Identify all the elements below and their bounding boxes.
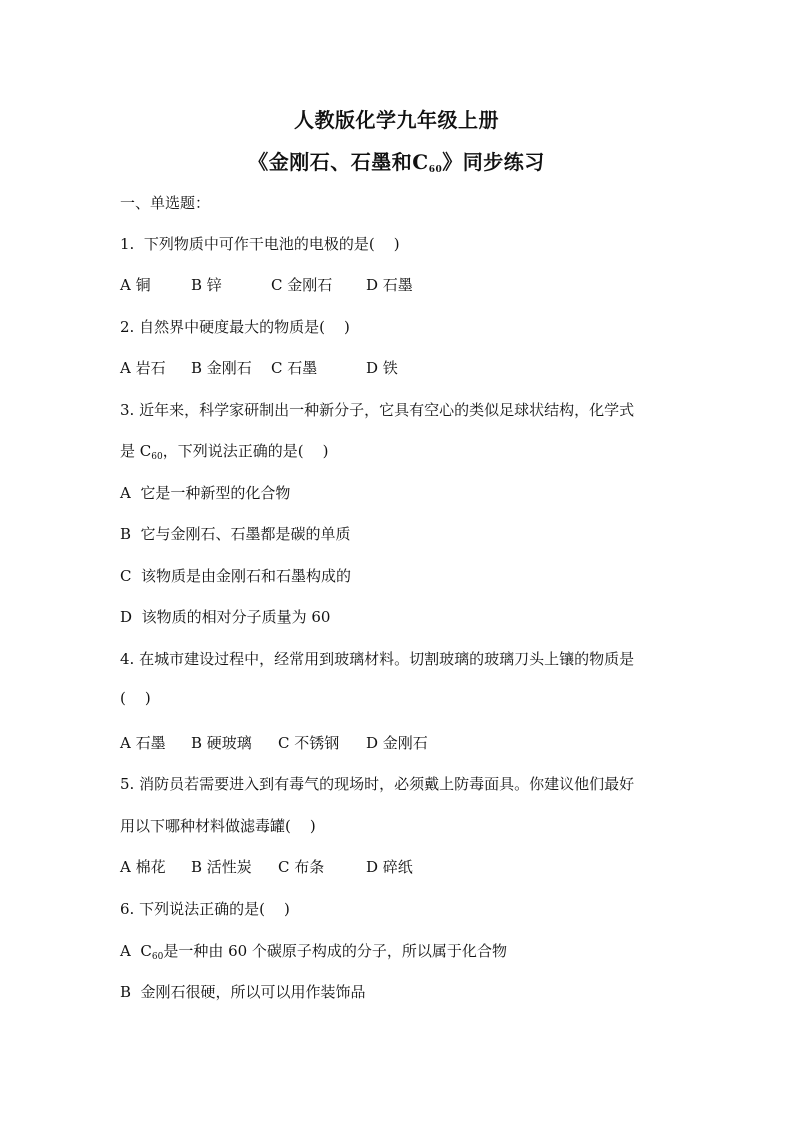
question-6-option-b: B 金刚石很硬，所以可以用作装饰品 xyxy=(120,983,366,1001)
option-c: C 石墨 xyxy=(271,359,318,377)
option-b: B 硬玻璃 xyxy=(191,734,252,752)
question-5-stem-line-1: 5. 消防员若需要进入到有毒气的现场时，必须戴上防毒面具。你建议他们最好 xyxy=(120,775,635,793)
option-d: D 石墨 xyxy=(366,276,413,294)
option-c: C 金刚石 xyxy=(271,276,333,294)
section-heading: 一、单选题： xyxy=(120,194,211,212)
question-2-options xyxy=(120,357,680,379)
question-6-option-a: A $C_{60}$是一种由 60 个碳原子构成的分子，所以属于化合物 xyxy=(120,942,507,962)
question-3-stem-line-1: 3. 近年来，科学家研制出一种新分子，它具有空心的类似足球状结构，化学式 xyxy=(120,401,635,419)
question-1-stem: 1. 下列物质中可作干电池的电极的是( ) xyxy=(120,235,400,253)
option-c: C 布条 xyxy=(278,858,325,876)
question-3-stem-line-2: 是 $C_{60}$，下列说法正确的是( ) xyxy=(120,442,329,462)
question-4-stem-line-2: ( ) xyxy=(120,689,151,707)
question-3-option-c: C 该物质是由金刚石和石墨构成的 xyxy=(120,567,352,585)
document-title: 人教版化学九年级上册 xyxy=(294,108,499,132)
option-b: B 金刚石 xyxy=(191,359,252,377)
question-3-option-d: D 该物质的相对分子质量为 60 xyxy=(120,608,331,626)
question-3-option-b: B 它与金刚石、石墨都是碳的单质 xyxy=(120,525,351,543)
option-b: B 锌 xyxy=(191,276,222,294)
question-4-options xyxy=(120,732,680,754)
option-a: A 石墨 xyxy=(120,734,166,752)
option-a: A 铜 xyxy=(120,276,151,294)
document-subtitle: 《金刚石、石墨和$C_{60}$》同步练习 xyxy=(248,150,545,175)
question-5-options xyxy=(120,856,680,878)
option-d: D 铁 xyxy=(366,359,398,377)
option-d: D 碎纸 xyxy=(366,858,413,876)
question-3-option-a: A 它是一种新型的化合物 xyxy=(120,484,291,502)
question-4-stem-line-1: 4. 在城市建设过程中，经常用到玻璃材料。切割玻璃的玻璃刀头上镶的物质是 xyxy=(120,650,635,668)
question-5-stem-line-2: 用以下哪种材料做滤毒罐( ) xyxy=(120,817,316,835)
question-6-stem: 6. 下列说法正确的是( ) xyxy=(120,900,290,918)
option-a: A 岩石 xyxy=(120,359,166,377)
question-2-stem: 2. 自然界中硬度最大的物质是( ) xyxy=(120,318,350,336)
option-c: C 不锈钢 xyxy=(278,734,340,752)
option-b: B 活性炭 xyxy=(191,858,252,876)
question-1-options xyxy=(120,274,680,296)
option-d: D 金刚石 xyxy=(366,734,428,752)
option-a: A 棉花 xyxy=(120,858,166,876)
